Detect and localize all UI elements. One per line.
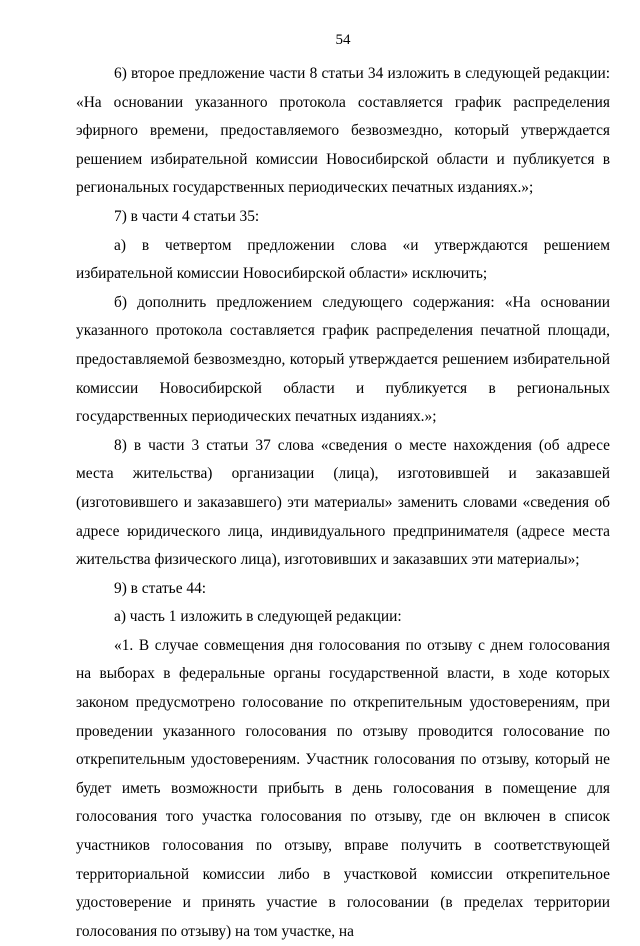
paragraph-item-8: 8) в части 3 статьи 37 слова «сведения о месте нахождения (об адресе места жительства) организации (лица), изготовившей и заказавшей (изготовившего и заказавшего) эти материалы» заменить словами «сведения об адресе юридического лица, индивидуального предпринимателя (адресе места жительства физического лица), изготовивших и заказавших эти материалы»; [76, 436, 610, 569]
paragraph-item-7a: а) в четвертом предложении слова «и утверждаются решением избирательной комиссии Новосибирской области» исключить; [76, 236, 610, 283]
paragraph-quoted-part-1: «1. В случае совмещения дня голосования по отзыву с днем голосования на выборах в федеральные органы государственной власти, в ходе которых законом предусмотрено голосование по открепительным удостоверениям, при проведении указанного голосования по отзыву проводится голосование по открепительным удостоверениям. Участник голосования по отзыву, который не будет иметь возможности прибыть в день голосования в помещение для голосования того участка голосования по отзыву, где он включен в список участников голосования по отзыву, вправе получить в соответствующей территориальной комиссии либо в участковой комиссии открепительное удостоверение и принять участие в голосовании (в пределах территории голосования по отзыву) на том участке, на [76, 636, 610, 940]
paragraph-item-7b: б) дополнить предложением следующего содержания: «На основании указанного протокола составляется график распределения печатной площади, предоставляемой безвозмездно, который утверждается решением избирательной комиссии Новосибирской области и публикуется в региональных государственных периодических печатных изданиях.»; [76, 293, 610, 426]
page-number: 54 [335, 32, 351, 48]
paragraph-item-6: 6) второе предложение части 8 статьи 34 изложить в следующей редакции: «На основании указанного протокола составляется график распределения эфирного времени, предоставляемого безвозмездно, который утверждается решением избирательной комиссии Новосибирской области и публикуется в региональных государственных периодических печатных изданиях.»; [76, 65, 610, 197]
paragraph-item-9a: а) часть 1 изложить в следующей редакции: [114, 608, 402, 626]
paragraph-item-7: 7) в части 4 статьи 35: [114, 207, 260, 225]
paragraph-item-9: 9) в статье 44: [114, 579, 207, 597]
document-page [76, 30, 610, 946]
